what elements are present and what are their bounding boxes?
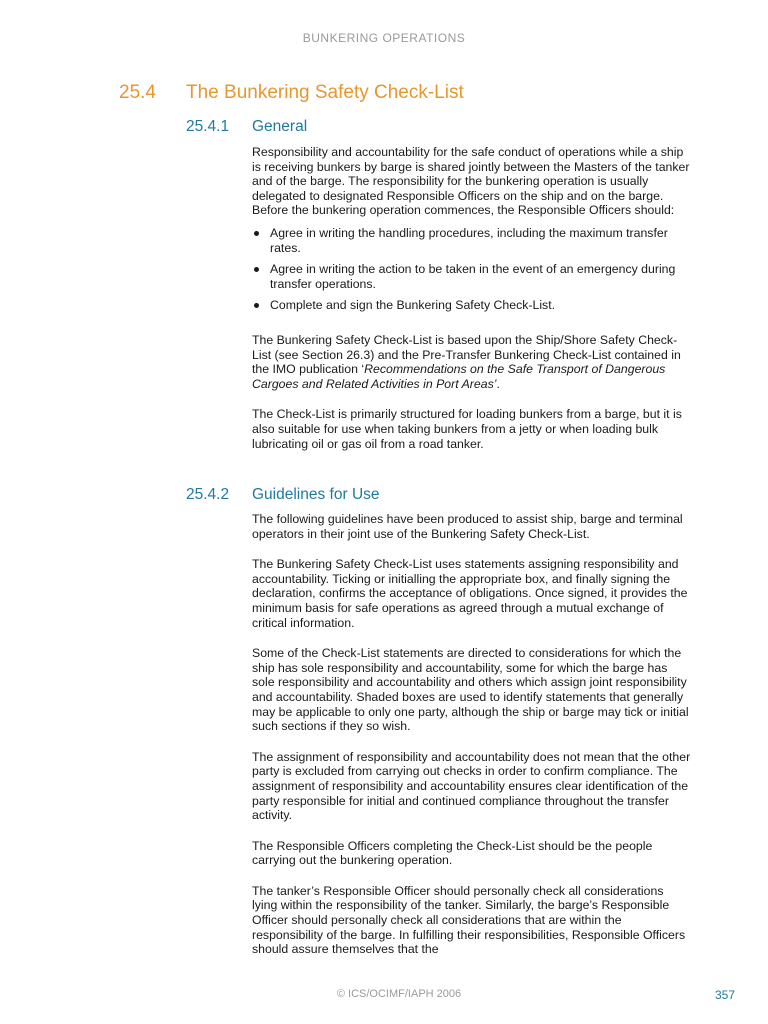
guidelines-paragraph: The tanker’s Responsible Officer should personally check all considerations lying within the responsibility of the tanker. Similarly, the barge’s Responsible Officer should personally check all considerations that are within the responsibility of the barge. In fulfilling their responsibilities, Responsible Officers should assure themselves that the: [252, 883, 686, 957]
section-heading: [119, 82, 464, 104]
imo-publication-title: Recommendations on the Safe Transport of Dangerous Cargoes and Related Activities in Port Areas’: [252, 362, 666, 391]
guidelines-paragraph: The Bunkering Safety Check-List uses statements assigning responsibility and accountability. Ticking or initialling the appropriate box, and finally signing the declaration, confirms the acceptance of obligations. Once signed, it provides the minimum basis for safe operations as agreed through a mutual exchange of critical information.: [252, 557, 688, 630]
guidelines-paragraph: The Responsible Officers completing the Check-List should be the people carrying out the bunkering operation.: [252, 838, 653, 868]
subsection-heading-guidelines: [186, 486, 380, 504]
page-number: 357: [714, 988, 735, 1002]
subsection-heading-general: [186, 118, 307, 136]
guidelines-paragraph: Some of the Check-List statements are directed to considerations for which the ship has sole responsibility and accountability, some for which the barge has sole responsibility and accountability and others which assign joint responsibility and accountability. Shaded boxes are used to identify statements that generally may be applicable to only one party, although the ship or barge may tick or initial such sections if they so wish.: [252, 646, 689, 734]
section-number: 25.4: [119, 82, 156, 103]
general-paragraph-2: The Bunkering Safety Check-List is based upon the Ship/Shore Safety Check-List (see Section 26.3) and the Pre-Transfer Bunkering Check-List contained in the IMO publication ‘Recommendations on the Safe Transport of Dangerous Cargoes and Related Activities in Port Areas’.: [252, 332, 681, 391]
subsection-title: Guidelines for Use: [252, 486, 380, 503]
running-header: BUNKERING OPERATIONS: [302, 31, 466, 45]
copyright-notice: © ICS/OCIMF/IAPH 2006: [336, 988, 462, 1000]
bullet-item: Agree in writing the handling procedures, including the maximum transfer rates.: [252, 226, 692, 255]
subsection-number: 25.4.1: [186, 118, 230, 135]
general-paragraph-3: The Check-List is primarily structured for loading bunkers from a barge, but it is also suitable for use when taking bunkers from a jetty or when loading bulk lubricating oil or gas oil from a road tanker.: [252, 407, 682, 451]
guidelines-body: [252, 512, 692, 957]
general-paragraph-1: Responsibility and accountability for the safe conduct of operations while a ship is receiving bunkers by barge is shared jointly between the Masters of the tanker and of the barge. The responsibility for the bunkering operation is usually delegated to designated Responsible Officers on the ship and on the barge. Before the bunkering operation commences, the Responsible Officers should:: [252, 145, 690, 218]
general-body: [252, 145, 692, 451]
general-bullet-list: [252, 226, 692, 313]
bullet-item: Complete and sign the Bunkering Safety Check-List.: [252, 298, 692, 313]
bullet-item: Agree in writing the action to be taken in the event of an emergency during transfer operations.: [252, 262, 692, 291]
section-title: The Bunkering Safety Check-List: [186, 82, 464, 103]
subsection-number: 25.4.2: [186, 486, 230, 503]
guidelines-paragraph: The assignment of responsibility and accountability does not mean that the other party is excluded from carrying out checks in order to confirm compliance. The assignment of responsibility and accountability ensures clear identification of the party responsible for initial and continued compliance throughout the transfer activity.: [252, 749, 691, 823]
subsection-title: General: [252, 118, 308, 135]
guidelines-paragraph: The following guidelines have been produced to assist ship, barge and terminal operators in their joint use of the Bunkering Safety Check-List.: [252, 512, 683, 541]
